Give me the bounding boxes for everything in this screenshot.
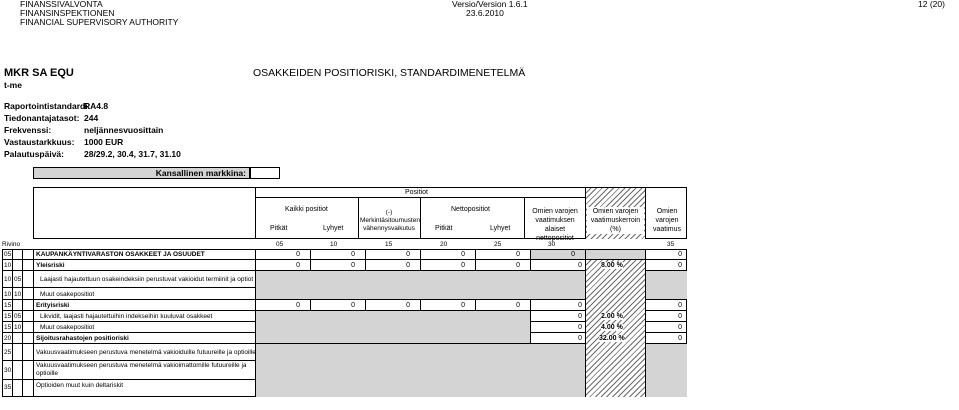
row-code: 20 xyxy=(4,335,12,342)
market-input[interactable] xyxy=(250,167,280,179)
cell-value[interactable]: 0 xyxy=(578,313,582,320)
cell-value[interactable]: 0 xyxy=(578,262,582,269)
meta-label: Frekvenssi: xyxy=(4,125,52,135)
cell-value[interactable]: 0 xyxy=(516,251,520,258)
cell-requirement[interactable]: 0 xyxy=(678,302,682,309)
cell-requirement[interactable]: 0 xyxy=(678,313,682,320)
gray-block xyxy=(256,311,530,343)
meta-label: Palautuspäivä: xyxy=(4,149,64,159)
row-label: Optioiden muut kuin deltariskit xyxy=(36,382,124,389)
meta-label: Vastaustarkkuus: xyxy=(4,137,75,147)
gray-cell xyxy=(586,250,645,259)
meta-value: 1000 EUR xyxy=(84,137,124,147)
col-num: 30 xyxy=(548,241,556,248)
row-code: 15 xyxy=(4,302,12,309)
cell-value[interactable]: 0 xyxy=(296,302,300,309)
meta-label: Raportointistandardi: xyxy=(4,101,91,111)
cell-value[interactable]: 0 xyxy=(571,251,575,258)
cell-value[interactable]: 0 xyxy=(578,324,582,331)
cell-value[interactable]: 0 xyxy=(406,302,410,309)
col-lyhyet: Lyhyet xyxy=(323,225,344,232)
meta-label: Tiedonantajatasot: xyxy=(4,113,80,123)
col-pitkat2: Pitkät xyxy=(435,225,453,232)
cell-value[interactable]: 0 xyxy=(516,262,520,269)
row-code: 10 xyxy=(4,262,12,269)
row-label: Yleisriski xyxy=(36,262,65,269)
meta-value: 28/29.2, 30.4, 31.7, 31.10 xyxy=(84,149,181,159)
row-subcode: 10 xyxy=(14,324,22,331)
row-label: Vakuusvaatimukseen perustuva menetelmä vakioiduille futuureille ja optioille xyxy=(36,349,256,356)
cell-value[interactable]: 0 xyxy=(516,302,520,309)
col-omien-vaatimus: Omien varojen vaatimus xyxy=(652,208,681,233)
cell-value[interactable]: 0 xyxy=(296,262,300,269)
row-subcode: 05 xyxy=(14,313,22,320)
col-pitkat: Pitkät xyxy=(270,225,288,232)
col-num: 10 xyxy=(330,241,338,248)
col-merkinta: (-) Merkintäsitoumusten vähennysvaikutus xyxy=(360,209,420,232)
row-label: KAUPANKÄYNTIVARASTON OSAKKEET JA OSUUDET xyxy=(36,251,205,258)
cell-value[interactable]: 0 xyxy=(461,302,465,309)
cell-percent: 4.00 % xyxy=(601,324,623,331)
col-omien-alaiset: Omien varojen vaatimuksen alaiset nettopositiot xyxy=(532,208,578,242)
cell-requirement[interactable]: 0 xyxy=(678,251,682,258)
gray-block xyxy=(646,271,687,299)
row-subcode: 10 xyxy=(14,291,22,298)
row-label: Vakuusvaatimukseen perustuva menetelmä vakioimattomille futuureille ja optioille xyxy=(36,362,247,377)
cell-value[interactable]: 0 xyxy=(351,251,355,258)
form-code: MKR SA EQU xyxy=(4,67,74,79)
gray-block xyxy=(256,344,585,397)
col-num: 20 xyxy=(440,241,448,248)
version-label: Versio/Version 1.6.1 xyxy=(452,0,528,9)
cell-value[interactable]: 0 xyxy=(578,335,582,342)
col-num: 15 xyxy=(385,241,393,248)
meta-value: RA4.8 xyxy=(84,101,109,111)
cell-percent: 32.00 % xyxy=(599,335,625,342)
org-name-en: FINANCIAL SUPERVISORY AUTHORITY xyxy=(20,17,179,27)
market-label: Kansallinen markkina: xyxy=(155,168,246,178)
rivino-label: Rivino xyxy=(2,241,21,248)
col-num: 25 xyxy=(494,241,502,248)
gray-block xyxy=(646,344,687,397)
row-code: 15 xyxy=(4,313,12,320)
col-omien-kerroin: Omien varojen vaatimuskerroin (%) xyxy=(587,207,644,234)
row-label: Muut osakepositiot xyxy=(40,324,95,331)
row-code: 10 xyxy=(4,291,12,298)
col-netto: Nettopositiot xyxy=(451,206,490,213)
cell-requirement[interactable]: 0 xyxy=(678,324,682,331)
cell-value[interactable]: 0 xyxy=(578,302,582,309)
col-num: 05 xyxy=(276,241,284,248)
row-label: Likvidit, laajasti hajautettuihin indekseihin kuuluvat osakkeet xyxy=(40,313,213,320)
market-label-bar xyxy=(33,167,250,179)
col-num: 35 xyxy=(667,241,675,248)
row-code: 35 xyxy=(4,384,12,391)
cell-requirement[interactable]: 0 xyxy=(678,262,682,269)
cell-value[interactable]: 0 xyxy=(461,251,465,258)
org-name-fi: FINANSSIVALVONTA xyxy=(20,0,103,9)
row-code: 25 xyxy=(4,349,12,356)
meta-value: 244 xyxy=(84,113,99,123)
cell-requirement[interactable]: 0 xyxy=(678,335,682,342)
cell-percent: 8.00 % xyxy=(601,262,623,269)
meta-value: neljännesvuosittain xyxy=(84,125,164,135)
gray-block xyxy=(256,271,585,299)
col-positiot: Positiot xyxy=(405,189,428,196)
page-number: 12 (20) xyxy=(918,0,945,9)
row-label: Muut osakepositiot xyxy=(40,291,95,298)
row-code: 05 xyxy=(4,251,12,258)
cell-percent: 2.00 % xyxy=(601,313,623,320)
cell-value[interactable]: 0 xyxy=(351,262,355,269)
version-date: 23.6.2010 xyxy=(466,8,504,18)
cell-value[interactable]: 0 xyxy=(406,251,410,258)
form-title: OSAKKEIDEN POSITIORISKI, STANDARDIMENETELMÄ xyxy=(253,67,526,79)
row-code: 15 xyxy=(4,324,12,331)
row-code: 30 xyxy=(4,367,12,374)
row-subcode: 05 xyxy=(14,276,22,283)
cell-value[interactable]: 0 xyxy=(461,262,465,269)
org-name-sv: FINANSINSPEKTIONEN xyxy=(20,8,115,18)
form-subcode: t-me xyxy=(4,80,22,90)
cell-value[interactable]: 0 xyxy=(296,251,300,258)
row-label: Erityisriski xyxy=(36,302,70,309)
row-label: Sijoitusrahastojen positioriski xyxy=(36,335,129,342)
cell-value[interactable]: 0 xyxy=(406,262,410,269)
col-lyhyet2: Lyhyet xyxy=(490,225,511,232)
col-kaikki: Kaikki positiot xyxy=(285,206,328,213)
cell-value[interactable]: 0 xyxy=(351,302,355,309)
row-label: Laajasti hajautettuun osakeindeksiin perustuvat vakioidut termiinit ja optiot xyxy=(40,276,254,283)
header-blank xyxy=(33,187,255,239)
row-code: 10 xyxy=(4,276,12,283)
